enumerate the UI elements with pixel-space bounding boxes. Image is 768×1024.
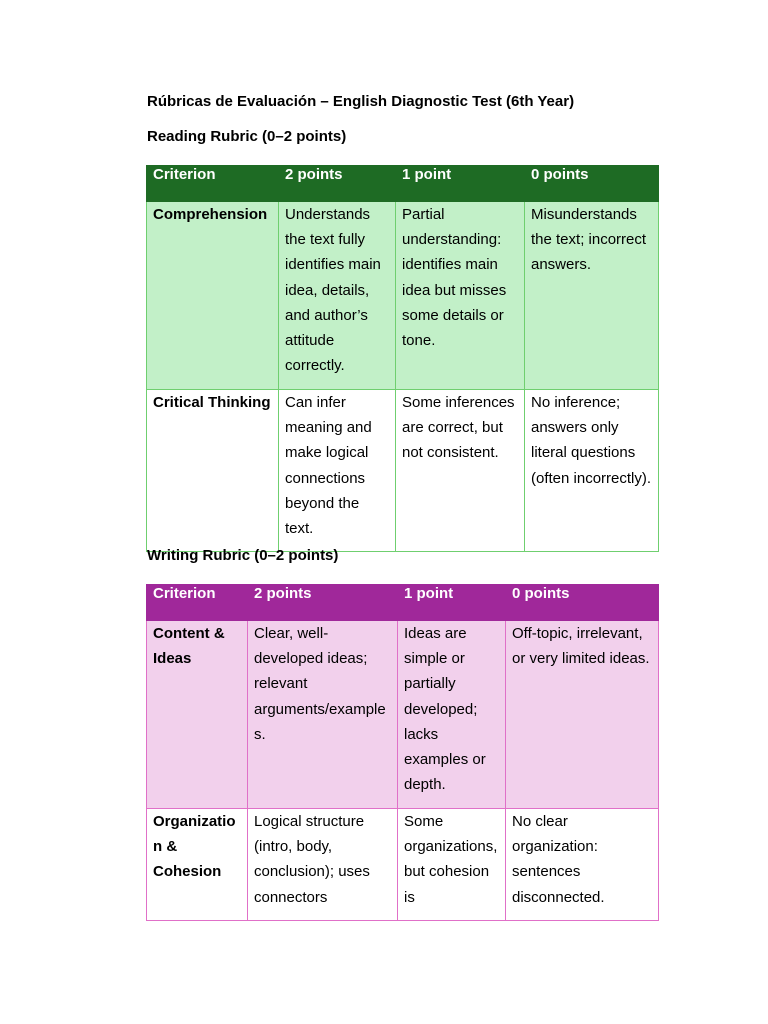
one-point-cell: Some inferences are correct, but not consistent. — [396, 390, 525, 552]
criterion-cell: Comprehension — [147, 202, 279, 390]
table-header-row — [147, 585, 659, 621]
zero-points-cell: Off-topic, irrelevant, or very limited ideas. — [506, 621, 659, 809]
two-points-cell: Understands the text fully identifies main idea, details, and author’s attitude correctly. — [279, 202, 396, 390]
header-2-points: 2 points — [279, 166, 396, 202]
reading-rubric-heading: Reading Rubric (0–2 points) — [147, 128, 347, 145]
table-row — [147, 202, 659, 390]
header-2-points: 2 points — [248, 585, 398, 621]
table-row — [147, 390, 659, 552]
header-1-point: 1 point — [398, 585, 506, 621]
zero-points-cell: No clear organization: sentences disconnected. — [506, 809, 659, 921]
document-title: Rúbricas de Evaluación – English Diagnostic Test (6th Year) — [147, 93, 575, 110]
two-points-cell: Logical structure (intro, body, conclusion); uses connectors — [248, 809, 398, 921]
header-criterion: Criterion — [147, 166, 279, 202]
header-1-point: 1 point — [396, 166, 525, 202]
criterion-cell: Content & Ideas — [147, 621, 248, 809]
reading-rubric-table — [146, 165, 659, 552]
table-header-row — [147, 166, 659, 202]
writing-rubric-heading: Writing Rubric (0–2 points) — [147, 547, 339, 564]
zero-points-cell: No inference; answers only literal questions (often incorrectly). — [525, 390, 659, 552]
header-criterion: Criterion — [147, 585, 248, 621]
writing-rubric-table — [146, 584, 659, 921]
two-points-cell: Can infer meaning and make logical connections beyond the text. — [279, 390, 396, 552]
header-0-points: 0 points — [525, 166, 659, 202]
criterion-cell: Critical Thinking — [147, 390, 279, 552]
one-point-cell: Some organizations, but cohesion is — [398, 809, 506, 921]
header-0-points: 0 points — [506, 585, 659, 621]
one-point-cell: Partial understanding: identifies main idea but misses some details or tone. — [396, 202, 525, 390]
one-point-cell: Ideas are simple or partially developed; lacks examples or depth. — [398, 621, 506, 809]
table-row — [147, 809, 659, 921]
two-points-cell: Clear, well-developed ideas; relevant arguments/examples. — [248, 621, 398, 809]
zero-points-cell: Misunderstands the text; incorrect answers. — [525, 202, 659, 390]
table-row — [147, 621, 659, 809]
criterion-cell: Organization & Cohesion — [147, 809, 248, 921]
